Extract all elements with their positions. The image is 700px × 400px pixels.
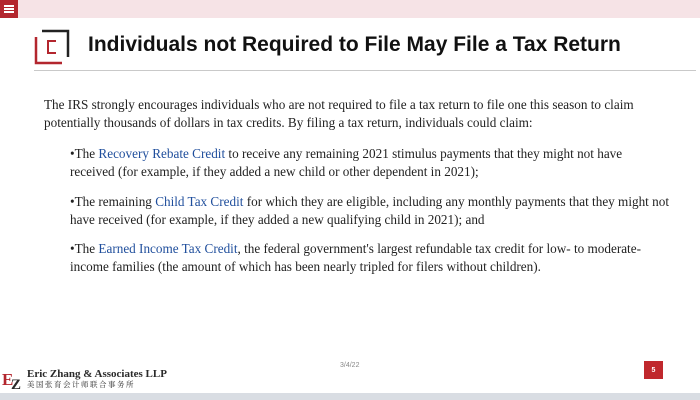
bullet-recovery-rebate-credit <box>70 145 670 181</box>
page-number-badge: 5 <box>644 361 663 379</box>
bullet-earned-income-tax-credit <box>70 240 670 276</box>
bullet-child-tax-credit <box>70 193 670 229</box>
child-tax-credit-link[interactable]: Child Tax Credit <box>155 194 244 209</box>
svg-text:Z: Z <box>11 377 22 390</box>
firm-name: Eric Zhang & Associates LLP <box>27 368 167 380</box>
bullet-text: •The <box>70 241 99 256</box>
bullet-text: , the federal government's largest refundable tax credit for low- to moderate-income families (the amount of which has been nearly tripled for filers without children). <box>70 241 641 274</box>
bullet-text: •The <box>70 146 99 161</box>
intro-paragraph: The IRS strongly encourages individuals who are not required to file a tax return to file one this season to claim potentially thousands of dollars in tax credits. By filing a tax return, individuals could claim: <box>44 97 634 130</box>
slide-logo-icon <box>34 29 70 65</box>
slide-title: Individuals not Required to File May File a Tax Return <box>88 33 621 56</box>
title-divider <box>34 70 696 71</box>
firm-name-chinese: 美国张育会计师联合事务所 <box>27 380 135 389</box>
svg-text:E: E <box>2 370 14 389</box>
earned-income-tax-credit-link[interactable]: Earned Income Tax Credit <box>98 241 238 256</box>
bullet-text: for which they are eligible, including any monthly payments that they might not have received (for example, if they added a new qualifying child in 2021); and <box>70 194 669 227</box>
firm-logo <box>2 366 167 392</box>
bullet-text: to receive any remaining 2021 stimulus payments that they might not have received (for example, if they added a new child or other dependent in 2021); <box>70 146 623 179</box>
ez-logo-icon <box>2 368 24 390</box>
hamburger-menu-icon[interactable] <box>0 0 18 18</box>
viewer-bottom-bar <box>0 393 700 400</box>
viewer-top-bar <box>0 0 700 18</box>
recovery-rebate-credit-link[interactable]: Recovery Rebate Credit <box>98 146 226 161</box>
slide-date: 3/4/22 <box>340 362 360 369</box>
bullet-text: •The remaining <box>70 194 156 209</box>
